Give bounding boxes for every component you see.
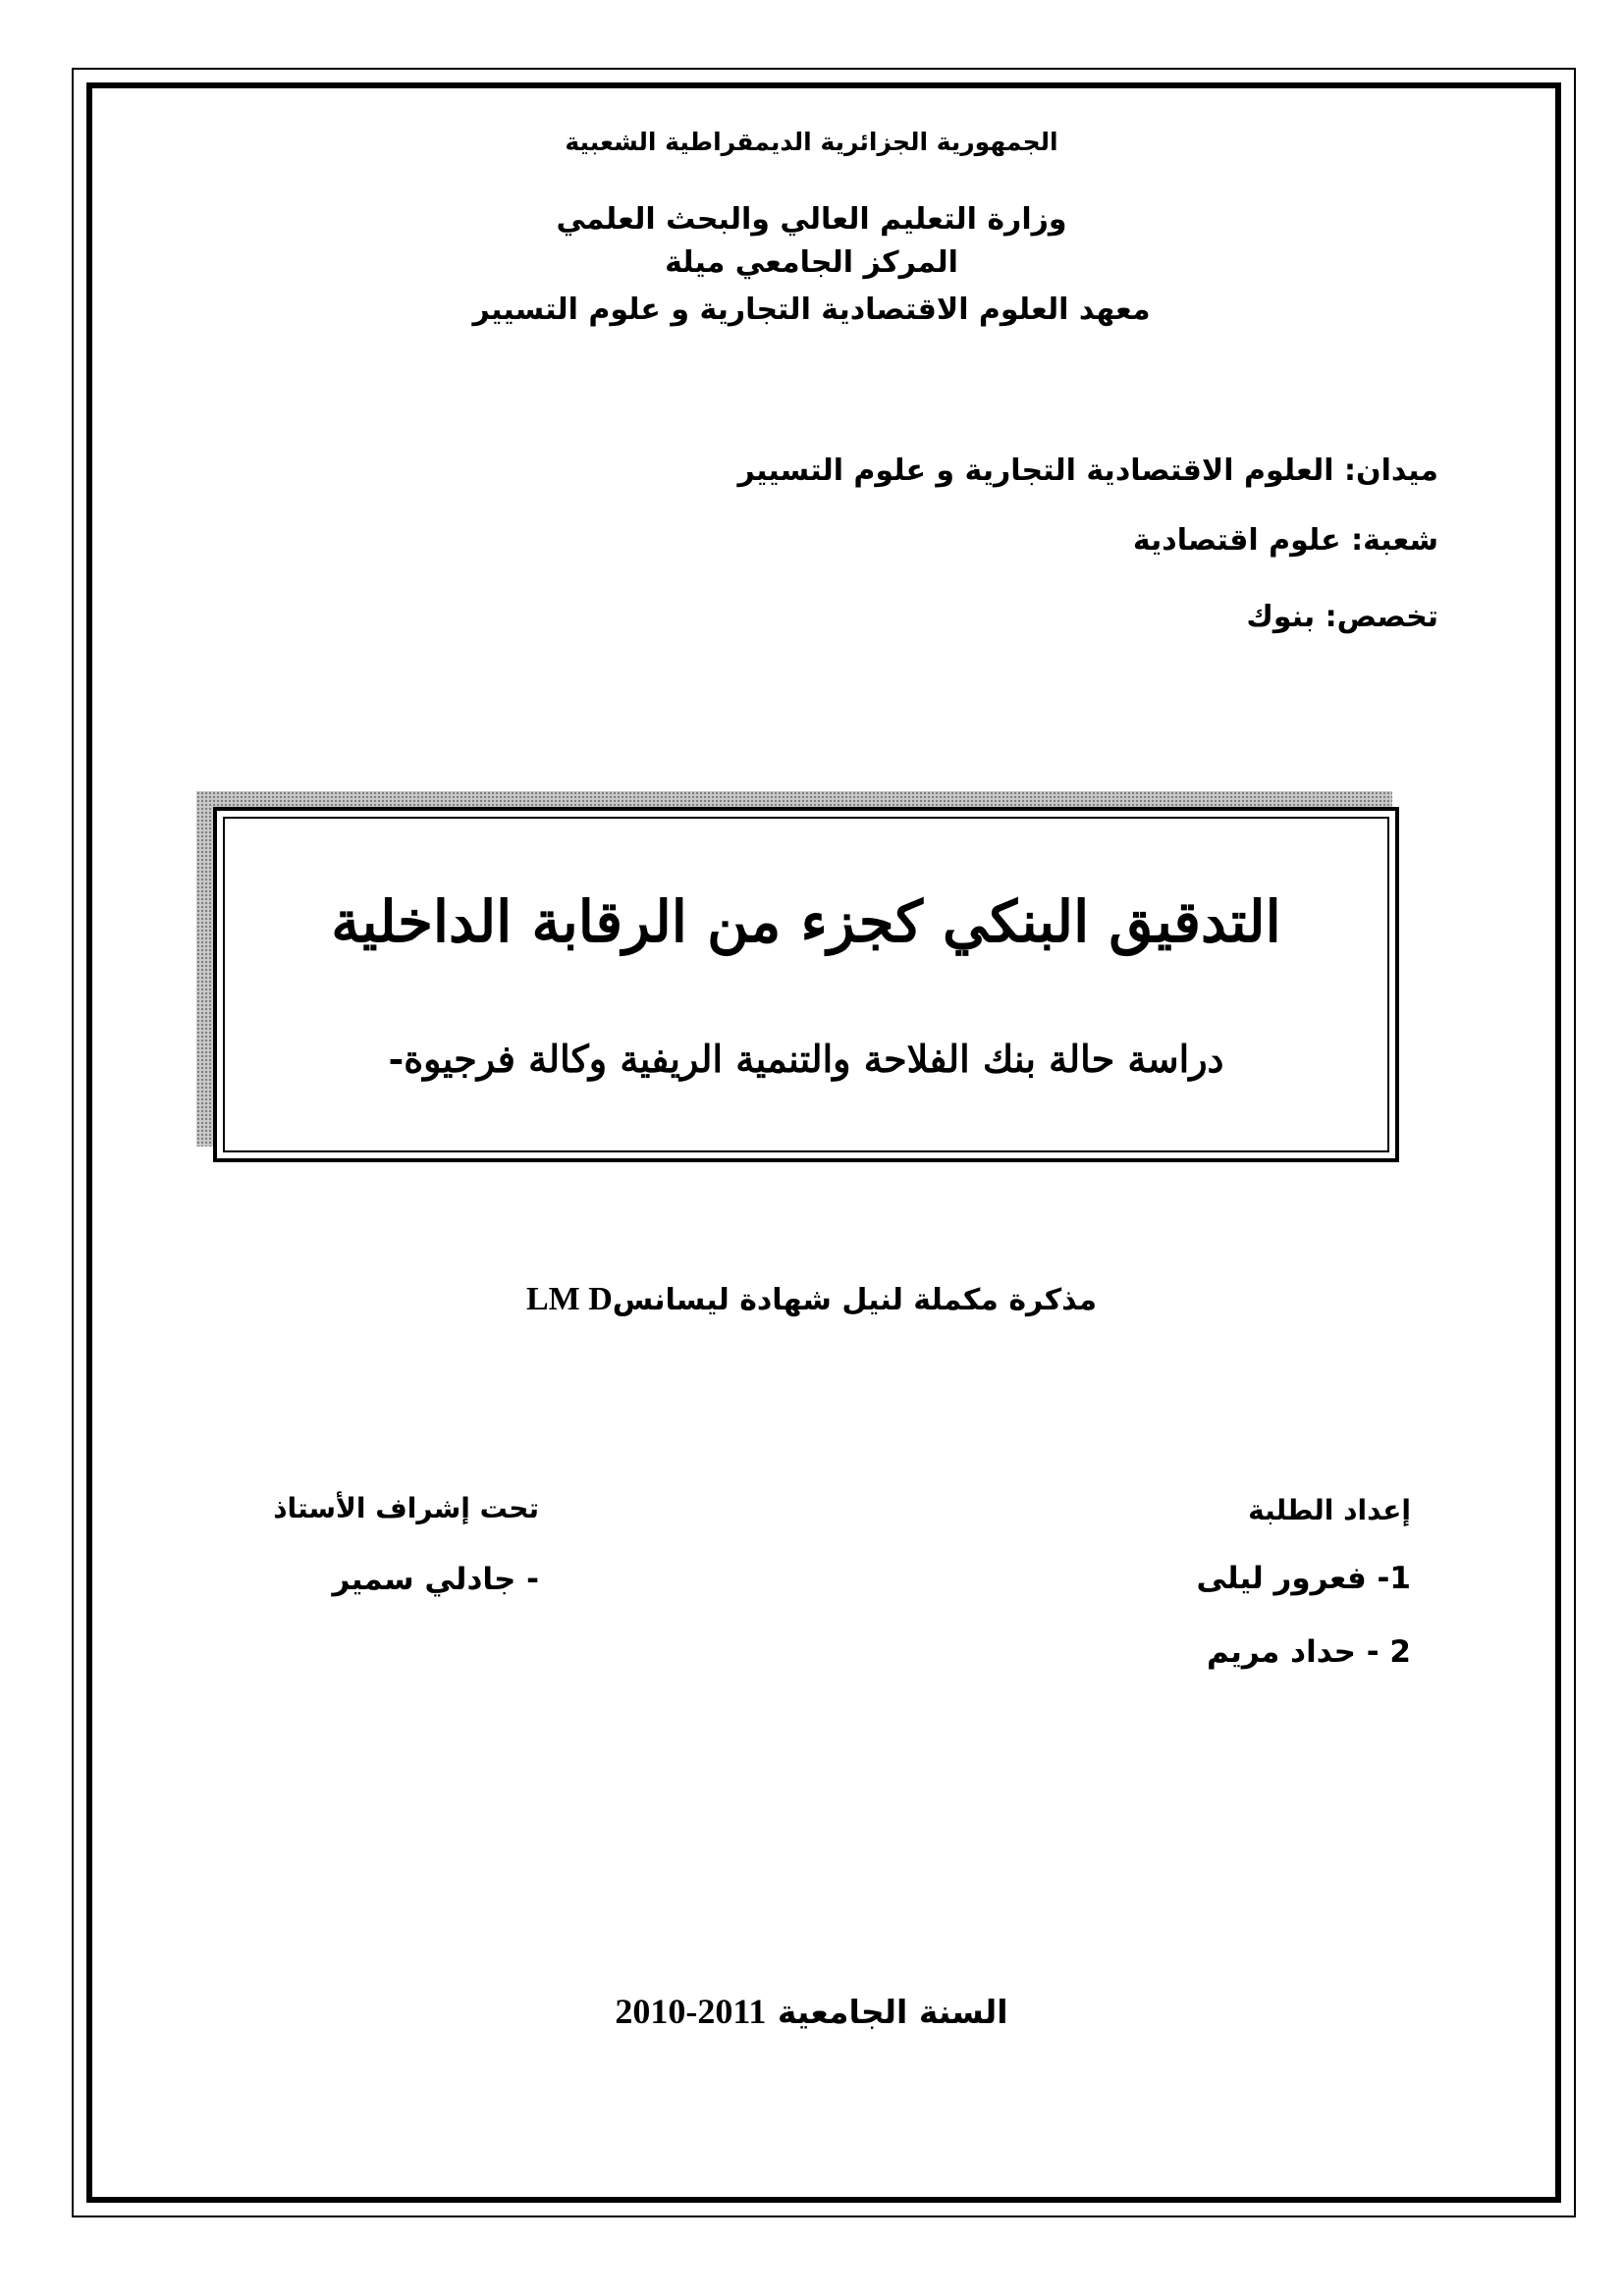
academic-year xyxy=(0,1991,1623,2032)
ministry-line: وزارة التعليم العالي والبحث العلمي xyxy=(556,202,1067,237)
thesis-text: مذكرة مكملة لنيل شهادة ليسانس xyxy=(612,1283,1098,1317)
supervisor-heading: تحت إشراف الأستاذ xyxy=(273,1492,539,1524)
students-heading: إعداد الطلبة xyxy=(1248,1494,1411,1526)
academic-year-value: 2010-2011 xyxy=(615,1992,767,2031)
academic-year-label: السنة الجامعية xyxy=(777,1993,1008,2031)
supervisor-name: - جادلي سمير xyxy=(332,1562,539,1597)
thesis-description xyxy=(0,1281,1623,1318)
republic-line: الجمهورية الجزائرية الديمقراطية الشعبية xyxy=(565,128,1058,156)
specialty-field: تخصص: بنوك xyxy=(1246,600,1438,634)
thesis-title: التدقيق البنكي كجزء من الرقابة الداخلية xyxy=(331,888,1281,955)
domain-field: ميدان: العلوم الاقتصادية التجارية و علوم التسيير xyxy=(737,454,1438,488)
thesis-subtitle: دراسة حالة بنك الفلاحة والتنمية الريفية وكالة فرجيوة- xyxy=(388,1037,1224,1081)
branch-field: شعبة: علوم اقتصادية xyxy=(1132,523,1438,558)
university-center-line: المركز الجامعي ميلة xyxy=(665,245,958,280)
student-name-2: 2 - حداد مريم xyxy=(1206,1634,1411,1670)
student-name-1: 1- فعرور ليلى xyxy=(1196,1561,1411,1596)
institute-line: معهد العلوم الاقتصادية التجارية و علوم التسيير xyxy=(472,293,1151,327)
title-box-inner-border xyxy=(223,817,1389,1152)
degree-label: LM D xyxy=(525,1281,613,1317)
